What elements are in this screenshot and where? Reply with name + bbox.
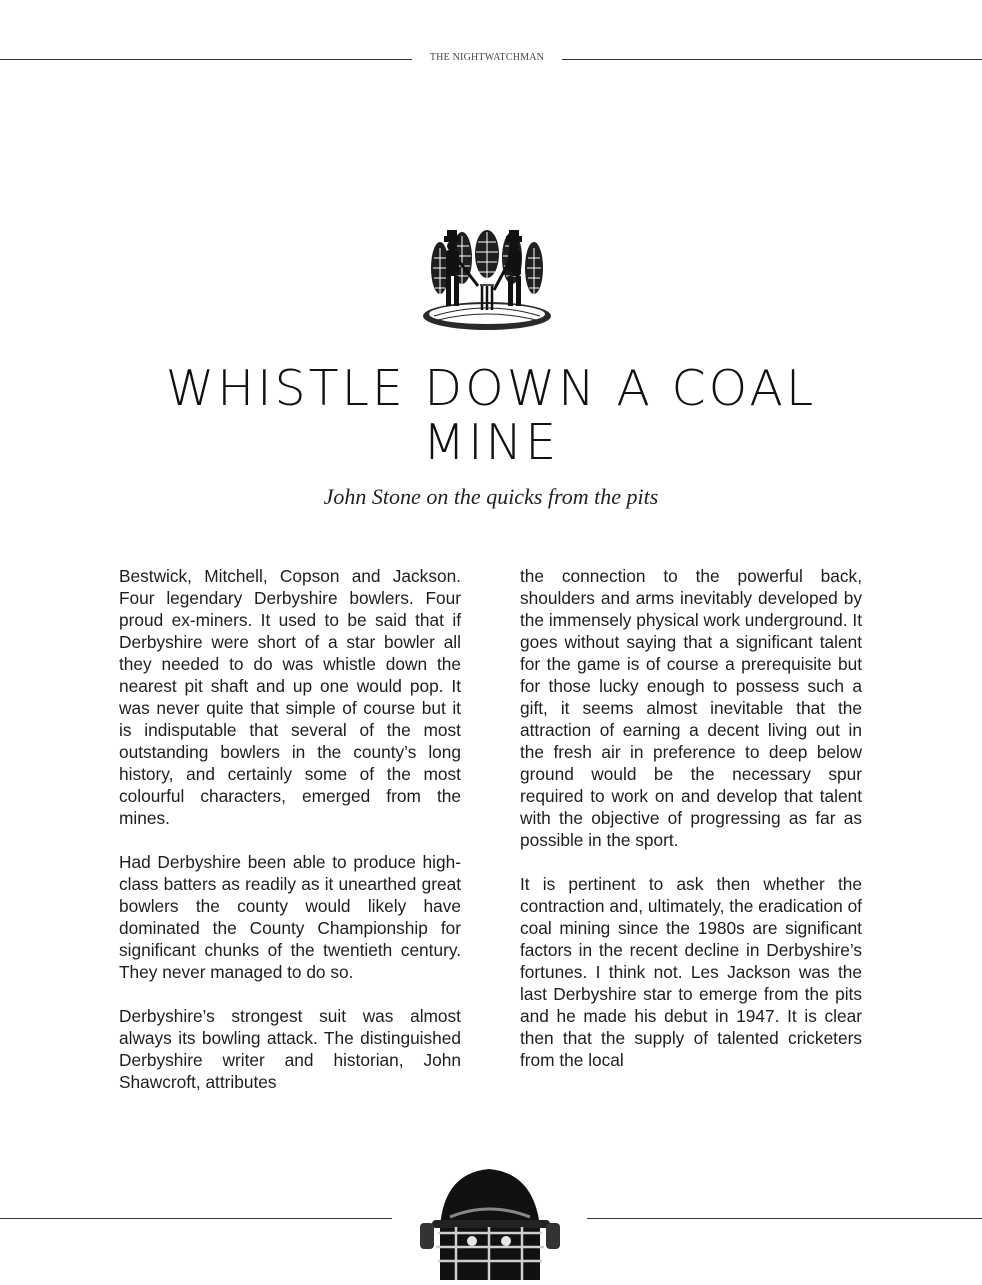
helmet-photo [392, 1165, 587, 1280]
body-paragraph: Had Derbyshire been able to produce high-class batters as readily as it unearthed great bowlers the county would likely have dominated the County Championship for significant chunks of the twentieth century. They never managed to do so. [119, 852, 461, 982]
body-paragraph: Bestwick, Mitchell, Copson and Jackson. Four legendary Derbyshire bowlers. Four proud ex-miners. It used to be said that if Derbyshire were short of a star bowler all they needed to do was whistle down the nearest pit shaft and up one would pop. It was never quite that simple of course but it is indisputable that several of the most outstanding bowlers in the county’s long history, and certainly some of the most colourful characters, emerged from the mines. [119, 566, 461, 828]
header-rule-left [0, 59, 412, 60]
text-column-left [119, 565, 461, 1115]
body-paragraph: the connection to the powerful back, shoulders and arms inevitably developed by the immensely physical work underground. It goes without saying that a significant talent for the game is of course a prerequisite but for those lucky enough to possess such a gift, it seems almost inevitable that the attraction of earning a decent living out in the fresh air in preference to deep below ground would be the necessary spur required to work on and develop that talent with the objective of progressing as far as possible in the sport. [520, 566, 862, 850]
woodcut-illustration [420, 228, 554, 334]
body-paragraph: Derbyshire’s strongest suit was almost always its bowling attack. The distinguished Derbyshire writer and historian, John Shawcroft, attributes [119, 1006, 461, 1092]
text-column-right [520, 565, 862, 1093]
cricket-woodcut-icon [420, 228, 554, 334]
running-head [0, 52, 982, 66]
publication-name: THE NIGHTWATCHMAN [429, 52, 545, 63]
article-title: WHISTLE DOWN A COAL MINE [165, 360, 817, 471]
header-rule-right [562, 59, 982, 60]
cricket-helmet-icon [392, 1165, 587, 1280]
article-standfirst: John Stone on the quicks from the pits [323, 484, 659, 509]
body-paragraph: It is pertinent to ask then whether the contraction and, ultimately, the eradication of coal mining since the 1980s are significant factors in the recent decline in Derbyshire’s fortunes. I think not. Les Jackson was the last Derbyshire star to emerge from the pits and he made his debut in 1947. It is clear then that the supply of talented cricketers from the local [520, 874, 862, 1070]
